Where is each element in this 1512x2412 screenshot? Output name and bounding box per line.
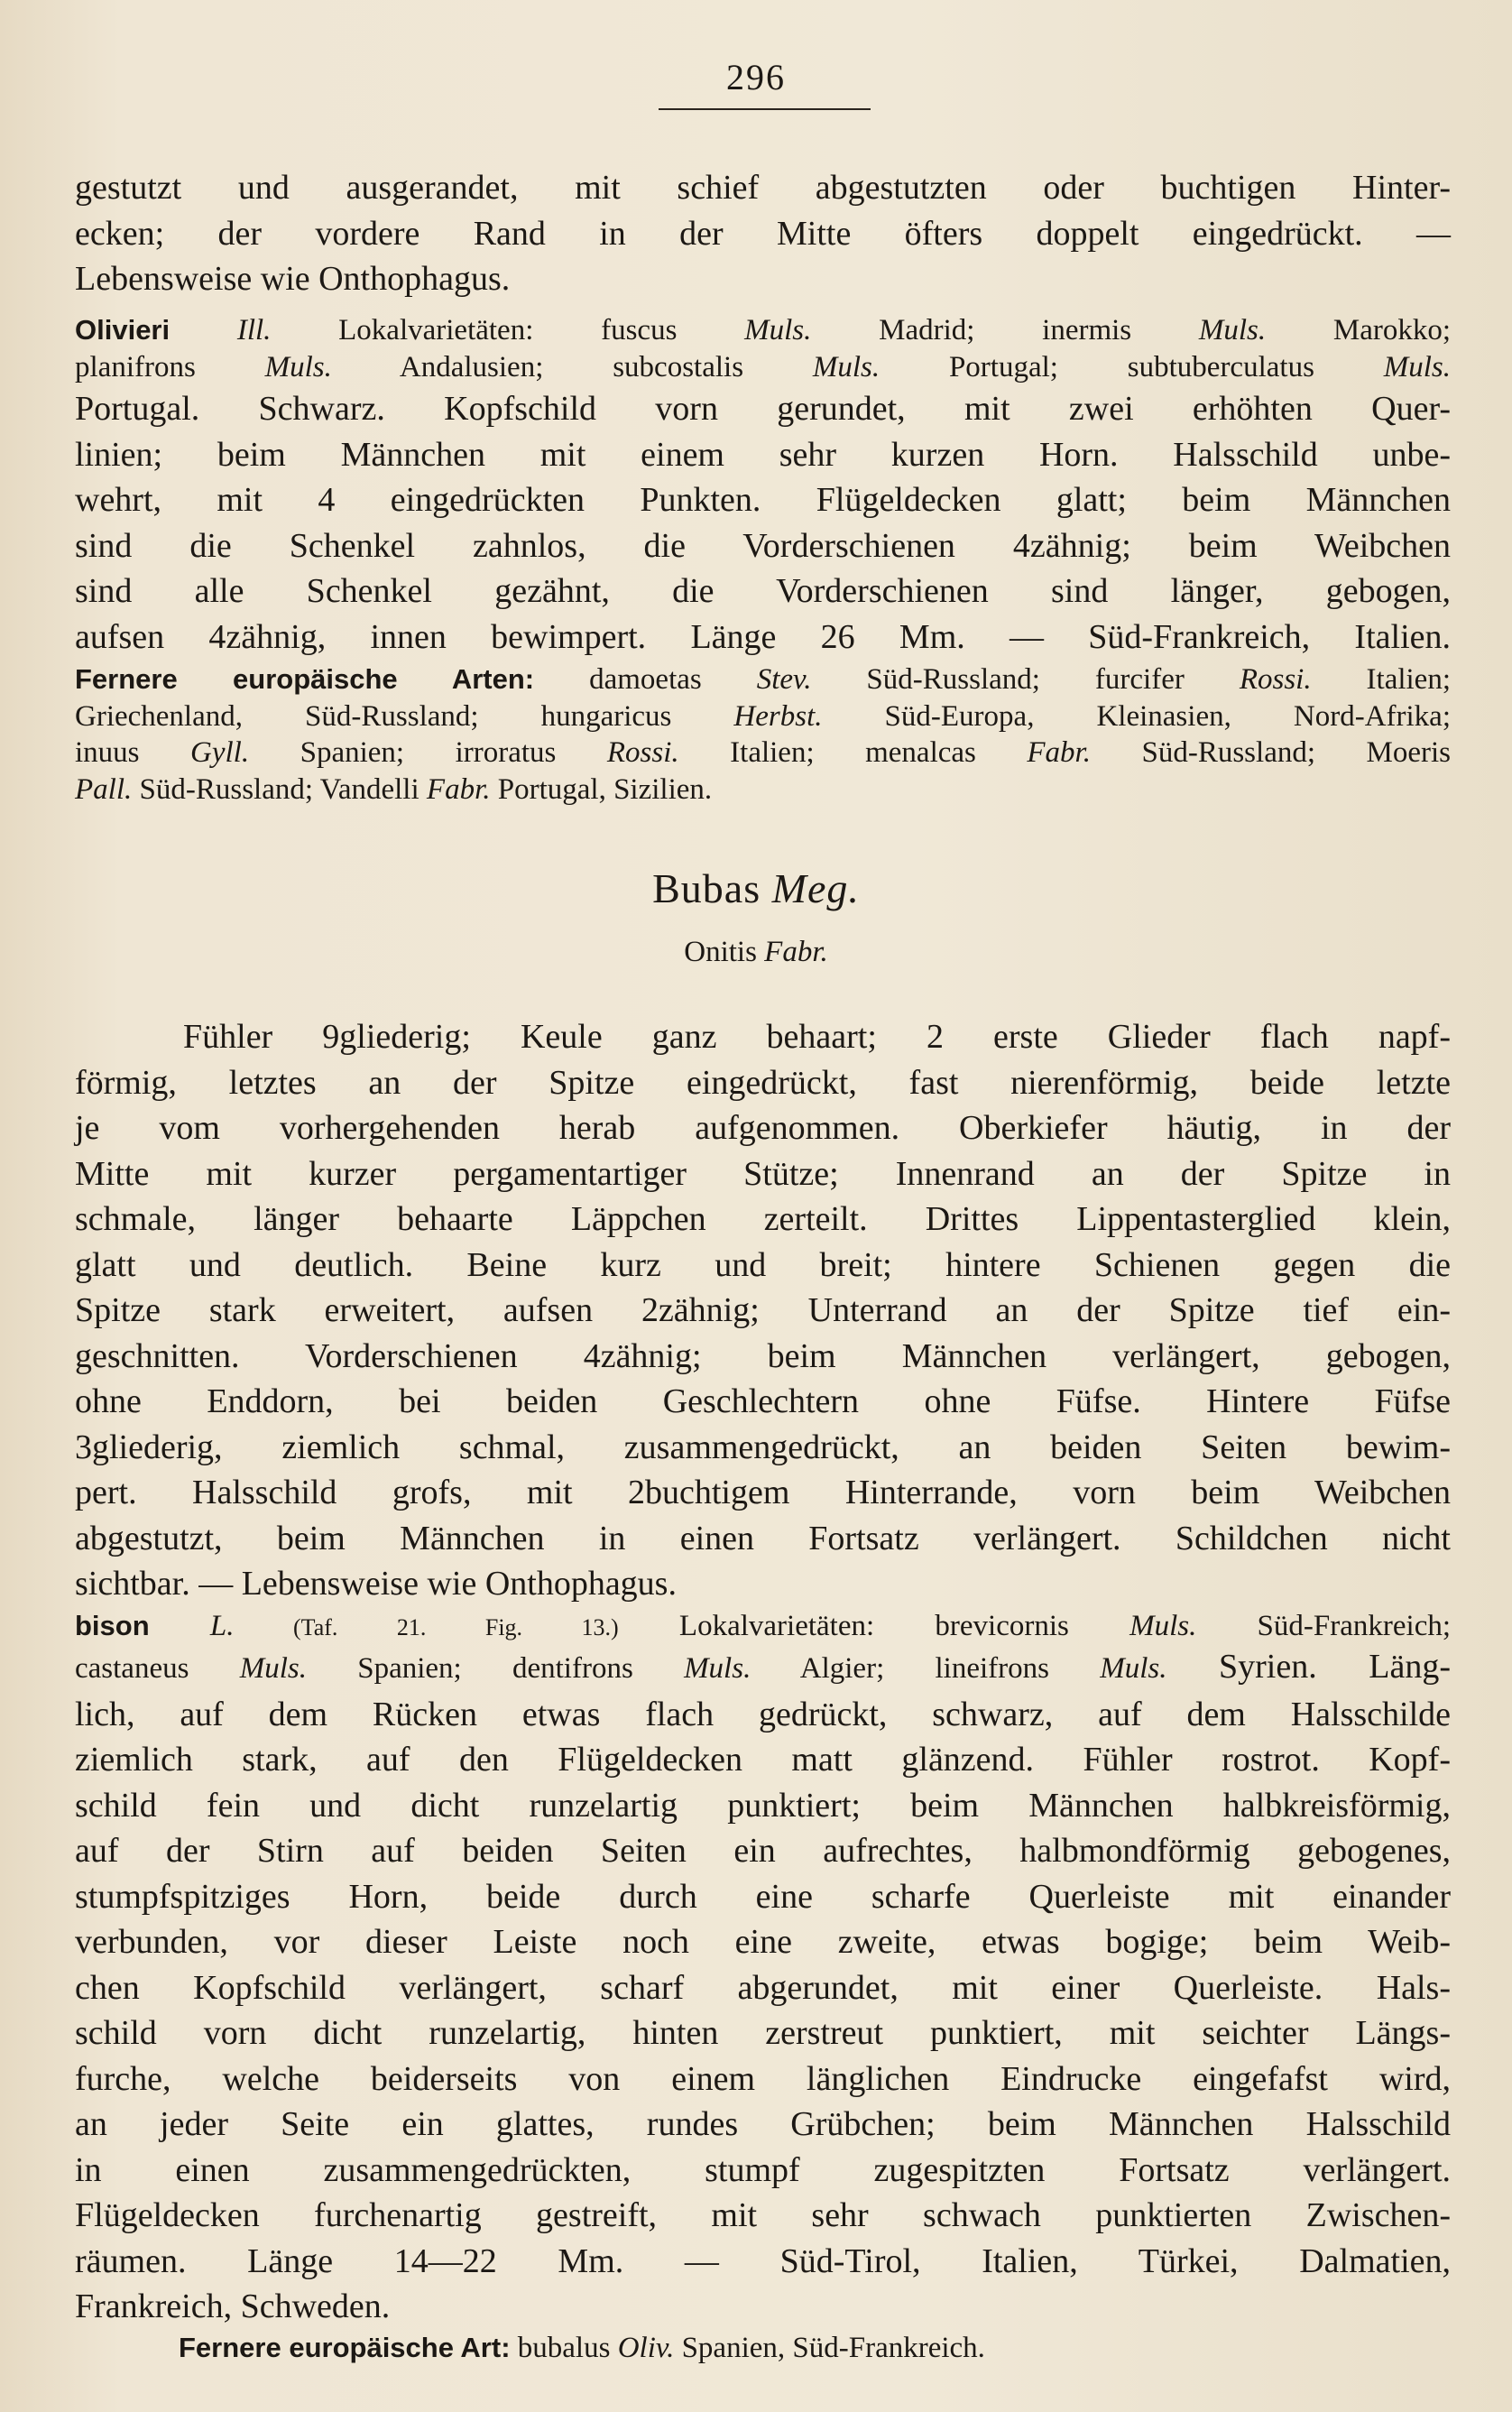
text-line: stumpfspitziges Horn, beide durch eine scharfe Querleiste mit einander (75, 1877, 1451, 1916)
text-span: damoetas (534, 663, 757, 696)
text-span: Lokalvarietäten: fuscus (271, 314, 745, 347)
text-line: an jeder Seite ein glattes, rundes Grübchen; beim Männchen Halsschild (75, 2105, 1451, 2143)
text-line: ecken; der vordere Rand in der Mitte öfters doppelt eingedrückt. — (75, 214, 1451, 253)
text-line: Fühler 9gliederig; Keule ganz behaart; 2 erste Glieder flach napf- (183, 1018, 1451, 1056)
text-line (75, 1644, 1451, 1692)
text-line: auf der Stirn auf beiden Seiten ein aufrechtes, halbmondförmig gebogenes, (75, 1832, 1451, 1870)
text-line: Flügeldecken furchenartig gestreift, mit sehr schwach punktierten Zwischen- (75, 2196, 1451, 2234)
text-line: wehrt, mit 4 eingedrückten Punkten. Flügeldecken glatt; beim Männchen (75, 481, 1451, 519)
author-abbrev: Oliv. (617, 2332, 675, 2364)
text-span: Italien; (1311, 663, 1451, 696)
text-line: ohne Enddorn, bei beiden Geschlechtern ohne Füfse. Hintere Füfse (75, 1382, 1451, 1420)
text-line (75, 772, 1451, 809)
text-line: lich, auf dem Rücken etwas flach gedrückt, schwarz, auf dem Halsschilde (75, 1695, 1451, 1733)
text-span: inuus (75, 736, 191, 769)
text-line: je vom vorhergehenden herab aufgenommen. Oberkiefer häutig, in der (75, 1109, 1451, 1147)
text-line: Portugal. Schwarz. Kopfschild vorn gerundet, mit zwei erhöhten Quer- (75, 390, 1451, 428)
text-span: Italien; menalcas (678, 736, 1028, 769)
page-number-rule (659, 108, 871, 110)
further-species-list-1 (75, 661, 1451, 808)
text-line (75, 698, 1451, 735)
text-line: 3gliederig, ziemlich schmal, zusammengedrückt, an beiden Seiten bewim- (75, 1428, 1451, 1466)
species-entry-bison (75, 1608, 1451, 1647)
text-span: Madrid; inermis (811, 314, 1199, 347)
author-abbrev: Fabr. (426, 772, 491, 806)
species-description-olivieri (75, 386, 1451, 660)
plate-reference: (Taf. 21. Fig. 13.) (234, 1614, 619, 1640)
synonym-author: Fabr. (764, 936, 828, 968)
text-line: furche, welche beiderseits von einem länglichen Eindrucke eingefafst wird, (75, 2059, 1451, 2098)
author-abbrev: Muls. (264, 350, 332, 384)
text-span: Portugal; subtuberculatus (880, 350, 1384, 384)
text-line (75, 735, 1451, 772)
text-line: ziemlich stark, auf den Flügeldecken matt glänzend. Fühler rostrot. Kopf- (75, 1741, 1451, 1779)
author-abbrev: Rossi. (606, 736, 679, 769)
species-name: Olivieri (75, 314, 171, 346)
author-abbrev: Fabr. (1027, 736, 1091, 769)
text-span: Spanien, Süd-Frankreich. (674, 2332, 985, 2364)
text-span: Süd-Russland; furcifer (811, 663, 1240, 696)
text-line: chen Kopfschild verlängert, scharf abgerundet, mit einer Querleiste. Hals- (75, 1968, 1451, 2007)
author-abbrev: Herbst. (733, 699, 823, 733)
text-line: sichtbar. — Lebensweise wie Onthophagus. (75, 1565, 677, 1603)
text-span: Syrien. Läng- (1166, 1648, 1451, 1686)
genus-heading (0, 864, 1512, 912)
text-line (75, 1608, 1451, 1647)
text-span: Süd-Europa, Kleinasien, Nord-Afrika; (822, 699, 1451, 733)
text-line: sind die Schenkel zahnlos, die Vorderschienen 4zähnig; beim Weibchen (75, 526, 1451, 565)
text-line: Frankreich, Schweden. (75, 2287, 391, 2325)
genus-author: Meg. (771, 865, 860, 911)
author-abbrev: Muls. (1383, 350, 1451, 384)
text-span: Süd-Russland; Moeris (1090, 736, 1451, 769)
text-line: abgestutzt, beim Männchen in einen Fortsatz verlängert. Schildchen nicht (75, 1519, 1451, 1557)
genus-description (75, 1014, 1451, 1607)
text-span: Spanien; irroratus (249, 736, 607, 769)
text-line: Mitte mit kurzer pergamentartiger Stütze; Innenrand an der Spitze in (75, 1154, 1451, 1193)
further-species-label: Fernere europäische Art: (179, 2332, 511, 2363)
author-abbrev: Muls. (684, 1652, 751, 1685)
author-abbrev: Stev. (756, 663, 812, 696)
text-line: aufsen 4zähnig, innen bewimpert. Länge 26 Mm. — Süd-Frankreich, Italien. (75, 617, 1451, 656)
author-abbrev: Muls. (812, 350, 880, 384)
text-line: schild vorn dicht runzelartig, hinten zerstreut punktiert, mit seichter Längs- (75, 2014, 1451, 2052)
author-abbrev: Muls. (744, 314, 812, 347)
text-span: planifrons (75, 350, 265, 384)
text-line: Lebensweise wie Onthophagus. (75, 260, 511, 298)
text-line: förmig, letztes an der Spitze eingedrückt, fast nierenförmig, beide letzte (75, 1063, 1451, 1102)
text-line: in einen zusammengedrückten, stumpf zugespitzten Fortsatz verlängert. (75, 2150, 1451, 2189)
author-abbrev: Muls. (1198, 314, 1267, 347)
text-line: linien; beim Männchen mit einem sehr kurzen Horn. Halsschild unbe- (75, 435, 1451, 474)
text-line: räumen. Länge 14—22 Mm. — Süd-Tirol, Italien, Türkei, Dalmatien, (75, 2241, 1451, 2280)
genus-name: Bubas (652, 865, 772, 911)
text-span: Algier; lineifrons (751, 1652, 1101, 1685)
text-span: Lokalvarietäten: brevicornis (618, 1610, 1130, 1642)
species-author: L. (149, 1610, 235, 1642)
author-abbrev: Gyll. (190, 736, 250, 769)
text-line (75, 2330, 1451, 2367)
species-name: bison (75, 1610, 150, 1641)
text-span: castaneus (75, 1652, 240, 1685)
text-line: schild fein und dicht runzelartig punktiert; beim Männchen halbkreisförmig, (75, 1786, 1451, 1825)
page-number: 296 (726, 57, 786, 97)
text-span: Griechenland, Süd-Russland; hungaricus (75, 699, 734, 733)
text-line: gestutzt und ausgerandet, mit schief abgestutzten oder buchtigen Hinter- (75, 169, 1451, 207)
author-abbrev: Muls. (1100, 1652, 1167, 1685)
species-description-bison (75, 1644, 1451, 2330)
text-line: sind alle Schenkel gezähnt, die Vorderschienen sind länger, gebogen, (75, 572, 1451, 610)
text-span: Portugal, Sizilien. (490, 772, 713, 806)
text-line: geschnitten. Vorderschienen 4zähnig; beim Männchen verlängert, gebogen, (75, 1336, 1451, 1375)
text-span: Süd-Russland; Vandelli (132, 772, 427, 806)
text-span: Marokko; (1266, 314, 1451, 347)
text-span: Andalusien; subcostalis (331, 350, 813, 384)
author-abbrev: Rossi. (1239, 663, 1312, 696)
further-species-label: Fernere europäische Arten: (75, 663, 535, 695)
further-species-list-2 (75, 2330, 1451, 2367)
species-entry-olivieri (75, 312, 1451, 385)
author-abbrev: Pall. (75, 772, 133, 806)
species-author: Ill. (236, 314, 272, 347)
text-span: Spanien; dentifrons (306, 1652, 685, 1685)
text-span: Süd-Frankreich; (1196, 1610, 1452, 1642)
text-line: verbunden, vor dieser Leiste noch eine zweite, etwas bogige; beim Weib- (75, 1923, 1451, 1961)
text-span: bubalus (510, 2332, 618, 2364)
synonym-name: Onitis (684, 936, 765, 968)
paragraph-onthophagus-end (75, 165, 1451, 302)
genus-synonym (0, 936, 1512, 969)
author-abbrev: Muls. (1129, 1610, 1197, 1642)
text-line: Spitze stark erweitert, aufsen 2zähnig; Unterrand an der Spitze tief ein- (75, 1291, 1451, 1329)
text-line (75, 349, 1451, 386)
author-abbrev: Muls. (239, 1652, 307, 1685)
text-line (75, 312, 1451, 349)
text-line: glatt und deutlich. Beine kurz und breit; hintere Schienen gegen die (75, 1245, 1451, 1284)
text-line: schmale, länger behaarte Läppchen zerteilt. Drittes Lippentasterglied klein, (75, 1200, 1451, 1238)
text-line: pert. Halsschild grofs, mit 2buchtigem Hinterrande, vorn beim Weibchen (75, 1474, 1451, 1511)
text-line (75, 661, 1451, 698)
